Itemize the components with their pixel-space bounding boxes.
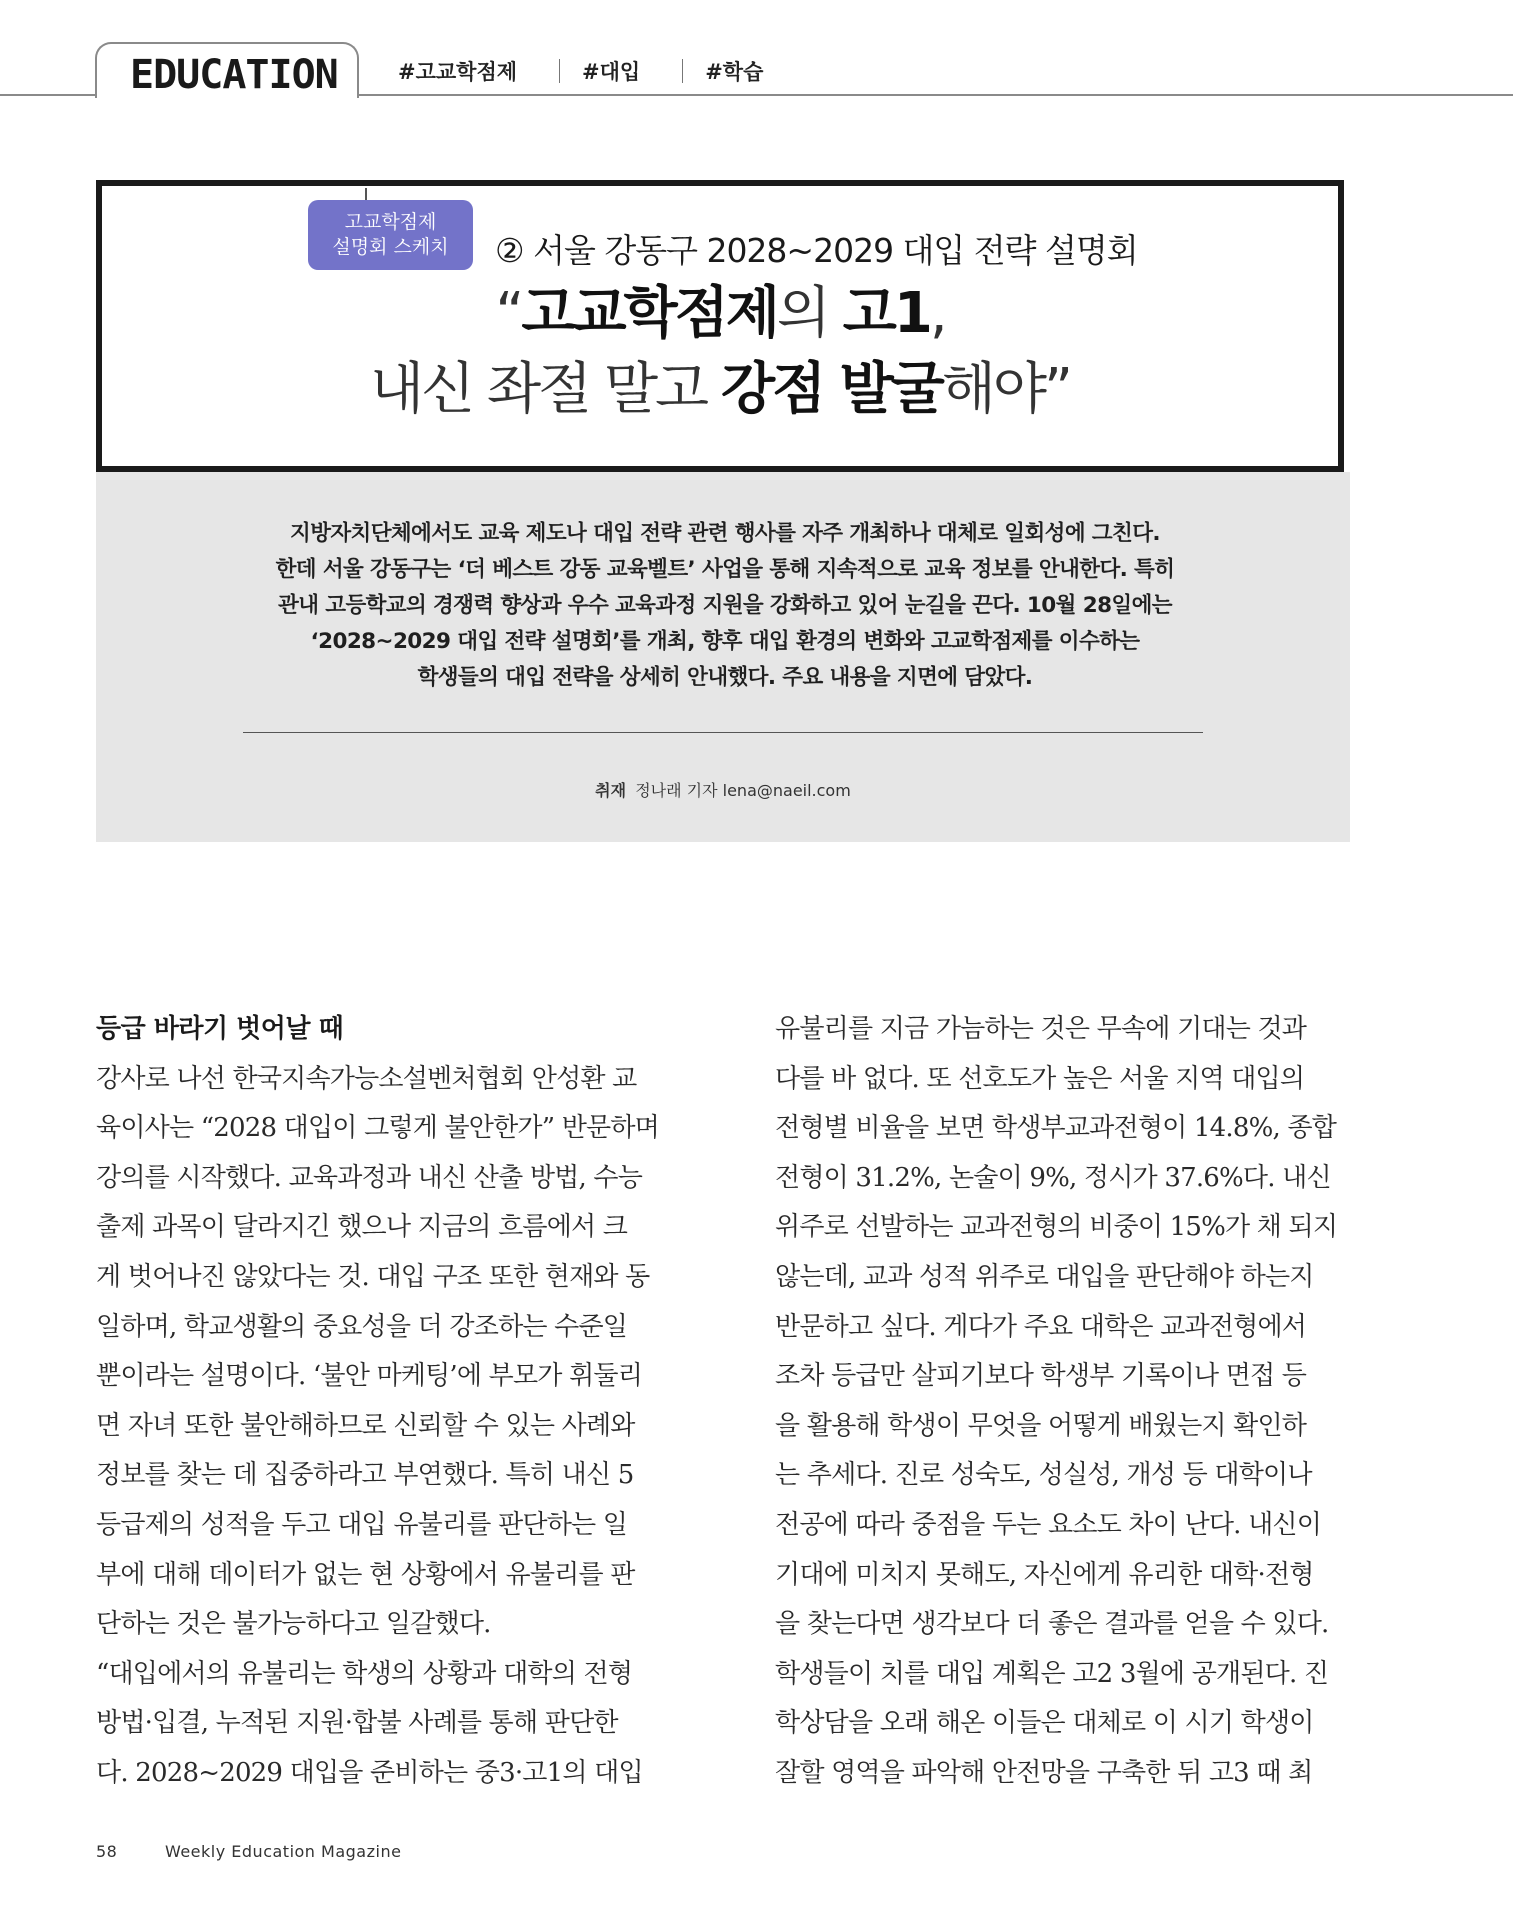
- lead-line: 학생들의 대입 전략을 상세히 안내했다. 주요 내용을 지면에 담았다.: [417, 665, 1033, 690]
- body-line: 강사로 나선 한국지속가능소설벤처협회 안성환 교: [96, 1063, 637, 1094]
- badge-line: 고교학점제: [344, 211, 437, 233]
- body-line: 전형별 비율을 보면 학생부교과전형이 14.8%, 종합: [775, 1113, 1337, 1144]
- body-line: 부에 대해 데이터가 없는 현 상황에서 유불리를 판: [96, 1559, 635, 1590]
- tag-list: [398, 56, 763, 86]
- body-line: 뿐이라는 설명이다. ‘불안 마케팅’에 부모가 휘둘리: [96, 1361, 643, 1392]
- body-line: 게 벗어나진 않았다는 것. 대입 구조 또한 현재와 동: [96, 1261, 650, 1292]
- headline-line-1: [96, 282, 1344, 346]
- lead-line: 관내 고등학교의 경쟁력 향상과 우수 교육과정 지원을 강화하고 있어 눈길을 끈다. 10월 28일에는: [278, 593, 1172, 618]
- lead-line: ‘2028~2029 대입 전략 설명회’를 개최, 향후 대입 환경의 변화와 고교학점제를 이수하는: [310, 629, 1140, 654]
- section-heading: 등급 바라기 벗어날 때: [96, 1014, 344, 1044]
- body-line: 전공에 따라 중점을 두는 요소도 차이 난다. 내신이: [775, 1509, 1322, 1540]
- body-line: 기대에 미치지 못해도, 자신에게 유리한 대학·전형: [775, 1559, 1314, 1590]
- headline-light: 의: [776, 281, 843, 346]
- body-line: 유불리를 지금 가늠하는 것은 무속에 기대는 것과: [775, 1014, 1307, 1044]
- body-line: 조차 등급만 살피기보다 학생부 기록이나 면접 등: [775, 1361, 1307, 1392]
- body-line: 일하며, 학교생활의 중요성을 더 강조하는 수준일: [96, 1311, 628, 1342]
- magazine-name: Weekly Education Magazine: [164, 1842, 402, 1861]
- body-line: 학생들이 치를 대입 계획은 고2 3월에 공개된다. 진: [775, 1658, 1329, 1689]
- page-number: 58: [96, 1842, 118, 1861]
- byline-label: 취재: [595, 781, 627, 800]
- tag-divider: [559, 59, 560, 83]
- byline: [96, 778, 1350, 801]
- body-line: 방법·입결, 누적된 지원·합불 사례를 통해 판단한: [96, 1708, 618, 1739]
- lead-paragraph: [140, 516, 1310, 696]
- lead-line: 지방자치단체에서도 교육 제도나 대입 전략 관련 행사를 자주 개최하나 대체로 일회성에 그친다.: [290, 521, 1160, 546]
- lead-line: 한데 서울 강동구는 ‘더 베스트 강동 교육벨트’ 사업을 통해 지속적으로 교육 정보를 안내한다. 특히: [275, 557, 1175, 582]
- tag-item[interactable]: #대입: [582, 60, 641, 84]
- tag-item[interactable]: #고교학점제: [398, 60, 518, 84]
- body-line: 전형이 31.2%, 논술이 9%, 정시가 37.6%다. 내신: [775, 1162, 1331, 1193]
- body-line: 을 찾는다면 생각보다 더 좋은 결과를 얻을 수 있다.: [775, 1609, 1329, 1640]
- byline-text[interactable]: 정나래 기자 lena@naeil.com: [635, 781, 851, 800]
- headline-light: 내신 좌절 말고: [369, 357, 721, 422]
- body-line: 면 자녀 또한 불안해하므로 신뢰할 수 있는 사례와: [96, 1410, 635, 1441]
- body-column-left: [96, 1005, 676, 1799]
- body-line: 않는데, 교과 성적 위주로 대입을 판단해야 하는지: [775, 1261, 1314, 1292]
- body-line: 을 활용해 학생이 무엇을 어떻게 배웠는지 확인하: [775, 1410, 1307, 1441]
- body-line: 육이사는 “2028 대입이 그렇게 불안한가” 반문하며: [96, 1113, 659, 1144]
- body-line: “대입에서의 유불리는 학생의 상황과 대학의 전형: [96, 1658, 633, 1689]
- body-line: 반문하고 싶다. 게다가 주요 대학은 교과전형에서: [775, 1311, 1307, 1342]
- badge-line: 설명회 스케치: [332, 236, 449, 258]
- page-footer: [96, 1842, 401, 1861]
- body-line: 는 추세다. 진로 성숙도, 성실성, 개성 등 대학이나: [775, 1460, 1312, 1491]
- body-line: 등급제의 성적을 두고 대입 유불리를 판단하는 일: [96, 1509, 628, 1540]
- body-line: 학상담을 오래 해온 이들은 대체로 이 시기 학생이: [775, 1708, 1314, 1739]
- article-subtitle: ② 서울 강동구 2028~2029 대입 전략 설명회: [495, 231, 1138, 270]
- headline-line-2: [96, 358, 1344, 422]
- headline-light: ,: [929, 281, 945, 346]
- body-line: 출제 과목이 달라지긴 했으나 지금의 흐름에서 크: [96, 1212, 628, 1243]
- section-label: EDUCATION: [130, 52, 338, 98]
- tag-item[interactable]: #학습: [705, 60, 764, 84]
- tag-divider: [682, 59, 683, 83]
- body-line: 단하는 것은 불가능하다고 일갈했다.: [96, 1609, 491, 1640]
- body-line: 잘할 영역을 파악해 안전망을 구축한 뒤 고3 때 최: [775, 1757, 1313, 1788]
- headline-quote: “: [495, 281, 522, 346]
- body-line: 다를 바 없다. 또 선호도가 높은 서울 지역 대입의: [775, 1063, 1305, 1094]
- series-badge: [308, 200, 473, 270]
- headline-bold: 강점 발굴: [720, 357, 942, 422]
- body-line: 정보를 찾는 데 집중하라고 부연했다. 특히 내신 5: [96, 1460, 634, 1491]
- headline-bold: 고1: [842, 281, 930, 346]
- headline-light: 해야”: [941, 357, 1071, 422]
- body-line: 강의를 시작했다. 교육과정과 내신 산출 방법, 수능: [96, 1162, 643, 1193]
- body-column-right: [775, 1005, 1355, 1799]
- body-line: 위주로 선발하는 교과전형의 비중이 15%가 채 되지: [775, 1212, 1338, 1243]
- body-line: 다. 2028~2029 대입을 준비하는 중3·고1의 대입: [96, 1757, 643, 1788]
- lead-divider: [243, 732, 1203, 733]
- headline-bold: 고교학점제: [521, 281, 777, 346]
